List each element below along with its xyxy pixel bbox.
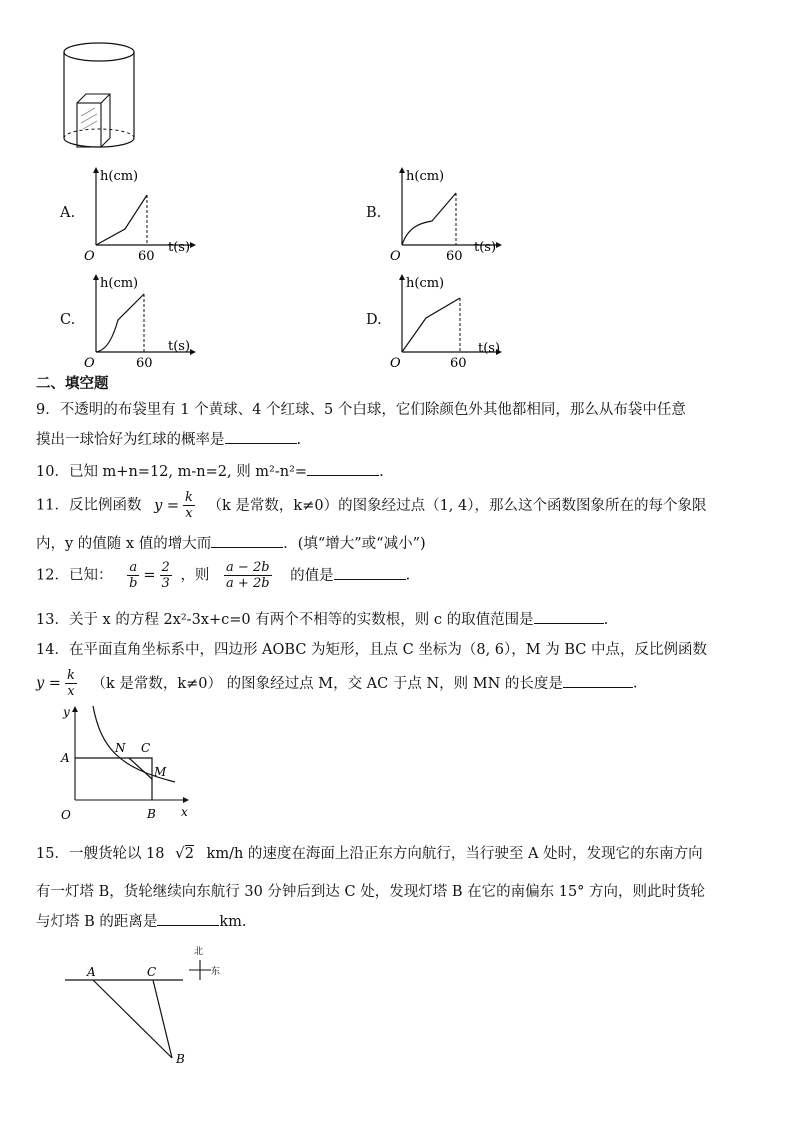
q15-line2: 有一灯塔 B，货轮继续向东航行 30 分钟后到达 C 处，发现灯塔 B 在它的南偏东 15° 方向，则此时货轮: [36, 884, 706, 900]
svg-text:A: A: [87, 965, 96, 979]
q11-line1: 11．反比例函数 y = $\frac{k}{x}$ （k 是常数，k≠0）的图象经过点（1, 4），那么这个函数图象所在的每个象限: [36, 490, 707, 521]
q15-line3: 与灯塔 B 的距离是 km.: [36, 910, 247, 931]
q9-line1: 9．不透明的布袋里有 1 个黄球、4 个红球、5 个白球，它们除颜色外其他都相同，那么从布袋中任意: [36, 402, 686, 418]
graph-c: [80, 272, 205, 372]
svg-text:60: 60: [138, 249, 155, 264]
svg-text:M: M: [154, 765, 167, 779]
svg-text:B: B: [176, 1052, 185, 1066]
q15-answer-blank[interactable]: [157, 911, 219, 927]
q15-figure: [55, 940, 240, 1070]
q13-answer-blank[interactable]: [534, 609, 604, 625]
svg-text:60: 60: [450, 356, 467, 371]
q12: 12．已知： $\frac{a}{b}$ = $\frac{2}{3}$ ，则 $\frac{a - 2b}{a + 2b}$ 的值是 .: [36, 560, 411, 591]
svg-text:h(cm): h(cm): [406, 169, 445, 184]
graph-d: [386, 272, 511, 372]
svg-text:t(s): t(s): [474, 240, 497, 255]
svg-text:O: O: [84, 356, 95, 371]
svg-text:C: C: [147, 965, 157, 979]
q12-answer-blank[interactable]: [334, 564, 406, 580]
svg-text:N: N: [115, 741, 126, 755]
section-title: 二、填空题: [36, 376, 109, 392]
svg-text:t(s): t(s): [168, 339, 191, 354]
q9-line2: 摸出一球恰好为红球的概率是 .: [36, 428, 301, 449]
svg-text:C: C: [141, 741, 151, 755]
q13: 13．关于 x 的方程 2x²-3x+c=0 有两个不相等的实数根，则 c 的取值范围是 .: [36, 608, 608, 629]
svg-text:O: O: [84, 249, 95, 264]
svg-text:h(cm): h(cm): [406, 276, 445, 291]
svg-text:A: A: [61, 751, 70, 765]
q14-line1: 14．在平面直角坐标系中，四边形 AOBC 为矩形，且点 C 坐标为（8, 6），M 为 BC 中点，反比例函数: [36, 642, 707, 658]
svg-text:O: O: [390, 249, 401, 264]
q9-answer-blank[interactable]: [225, 429, 297, 445]
svg-text:t(s): t(s): [478, 341, 501, 356]
option-a-label[interactable]: A.: [60, 205, 76, 221]
svg-text:h(cm): h(cm): [100, 276, 139, 291]
svg-text:60: 60: [136, 356, 153, 371]
svg-text:x: x: [181, 805, 188, 819]
q15-line1: 15．一艘货轮以 18 √2 km/h 的速度在海面上沿正东方向航行，当行驶至 A 处时，发现它的东南方向: [36, 844, 703, 862]
svg-text:h(cm): h(cm): [100, 169, 139, 184]
option-b-label[interactable]: B.: [366, 205, 382, 221]
q14-figure: [55, 700, 205, 825]
q14-answer-blank[interactable]: [563, 672, 633, 688]
graph-a: [80, 165, 205, 265]
svg-text:60: 60: [446, 249, 463, 264]
graph-b: [386, 165, 511, 265]
option-d-label[interactable]: D.: [366, 312, 382, 328]
svg-text:B: B: [147, 807, 156, 821]
q11-line2: 内，y 的值随 x 值的增大而 ．(填“增大”或“减小”): [36, 532, 426, 553]
svg-text:O: O: [61, 808, 71, 822]
cylinder-cube-figure: [55, 38, 145, 158]
sqrt-icon: √: [175, 844, 185, 862]
q10-answer-blank[interactable]: [307, 461, 379, 477]
q14-line2: y = $\frac{k}{x}$ （k 是常数，k≠0） 的图象经过点 M，交 AC 于点 N，则 MN 的长度是 .: [36, 668, 638, 699]
svg-text:北: 北: [194, 947, 204, 957]
svg-text:t(s): t(s): [168, 240, 191, 255]
option-c-label[interactable]: C.: [60, 312, 76, 328]
q11-answer-blank[interactable]: [211, 533, 283, 549]
q10: 10．已知 m+n=12, m-n=2, 则 m²-n²= .: [36, 460, 384, 481]
svg-text:y: y: [63, 705, 70, 719]
svg-text:东: 东: [211, 967, 221, 977]
svg-text:O: O: [390, 356, 401, 371]
